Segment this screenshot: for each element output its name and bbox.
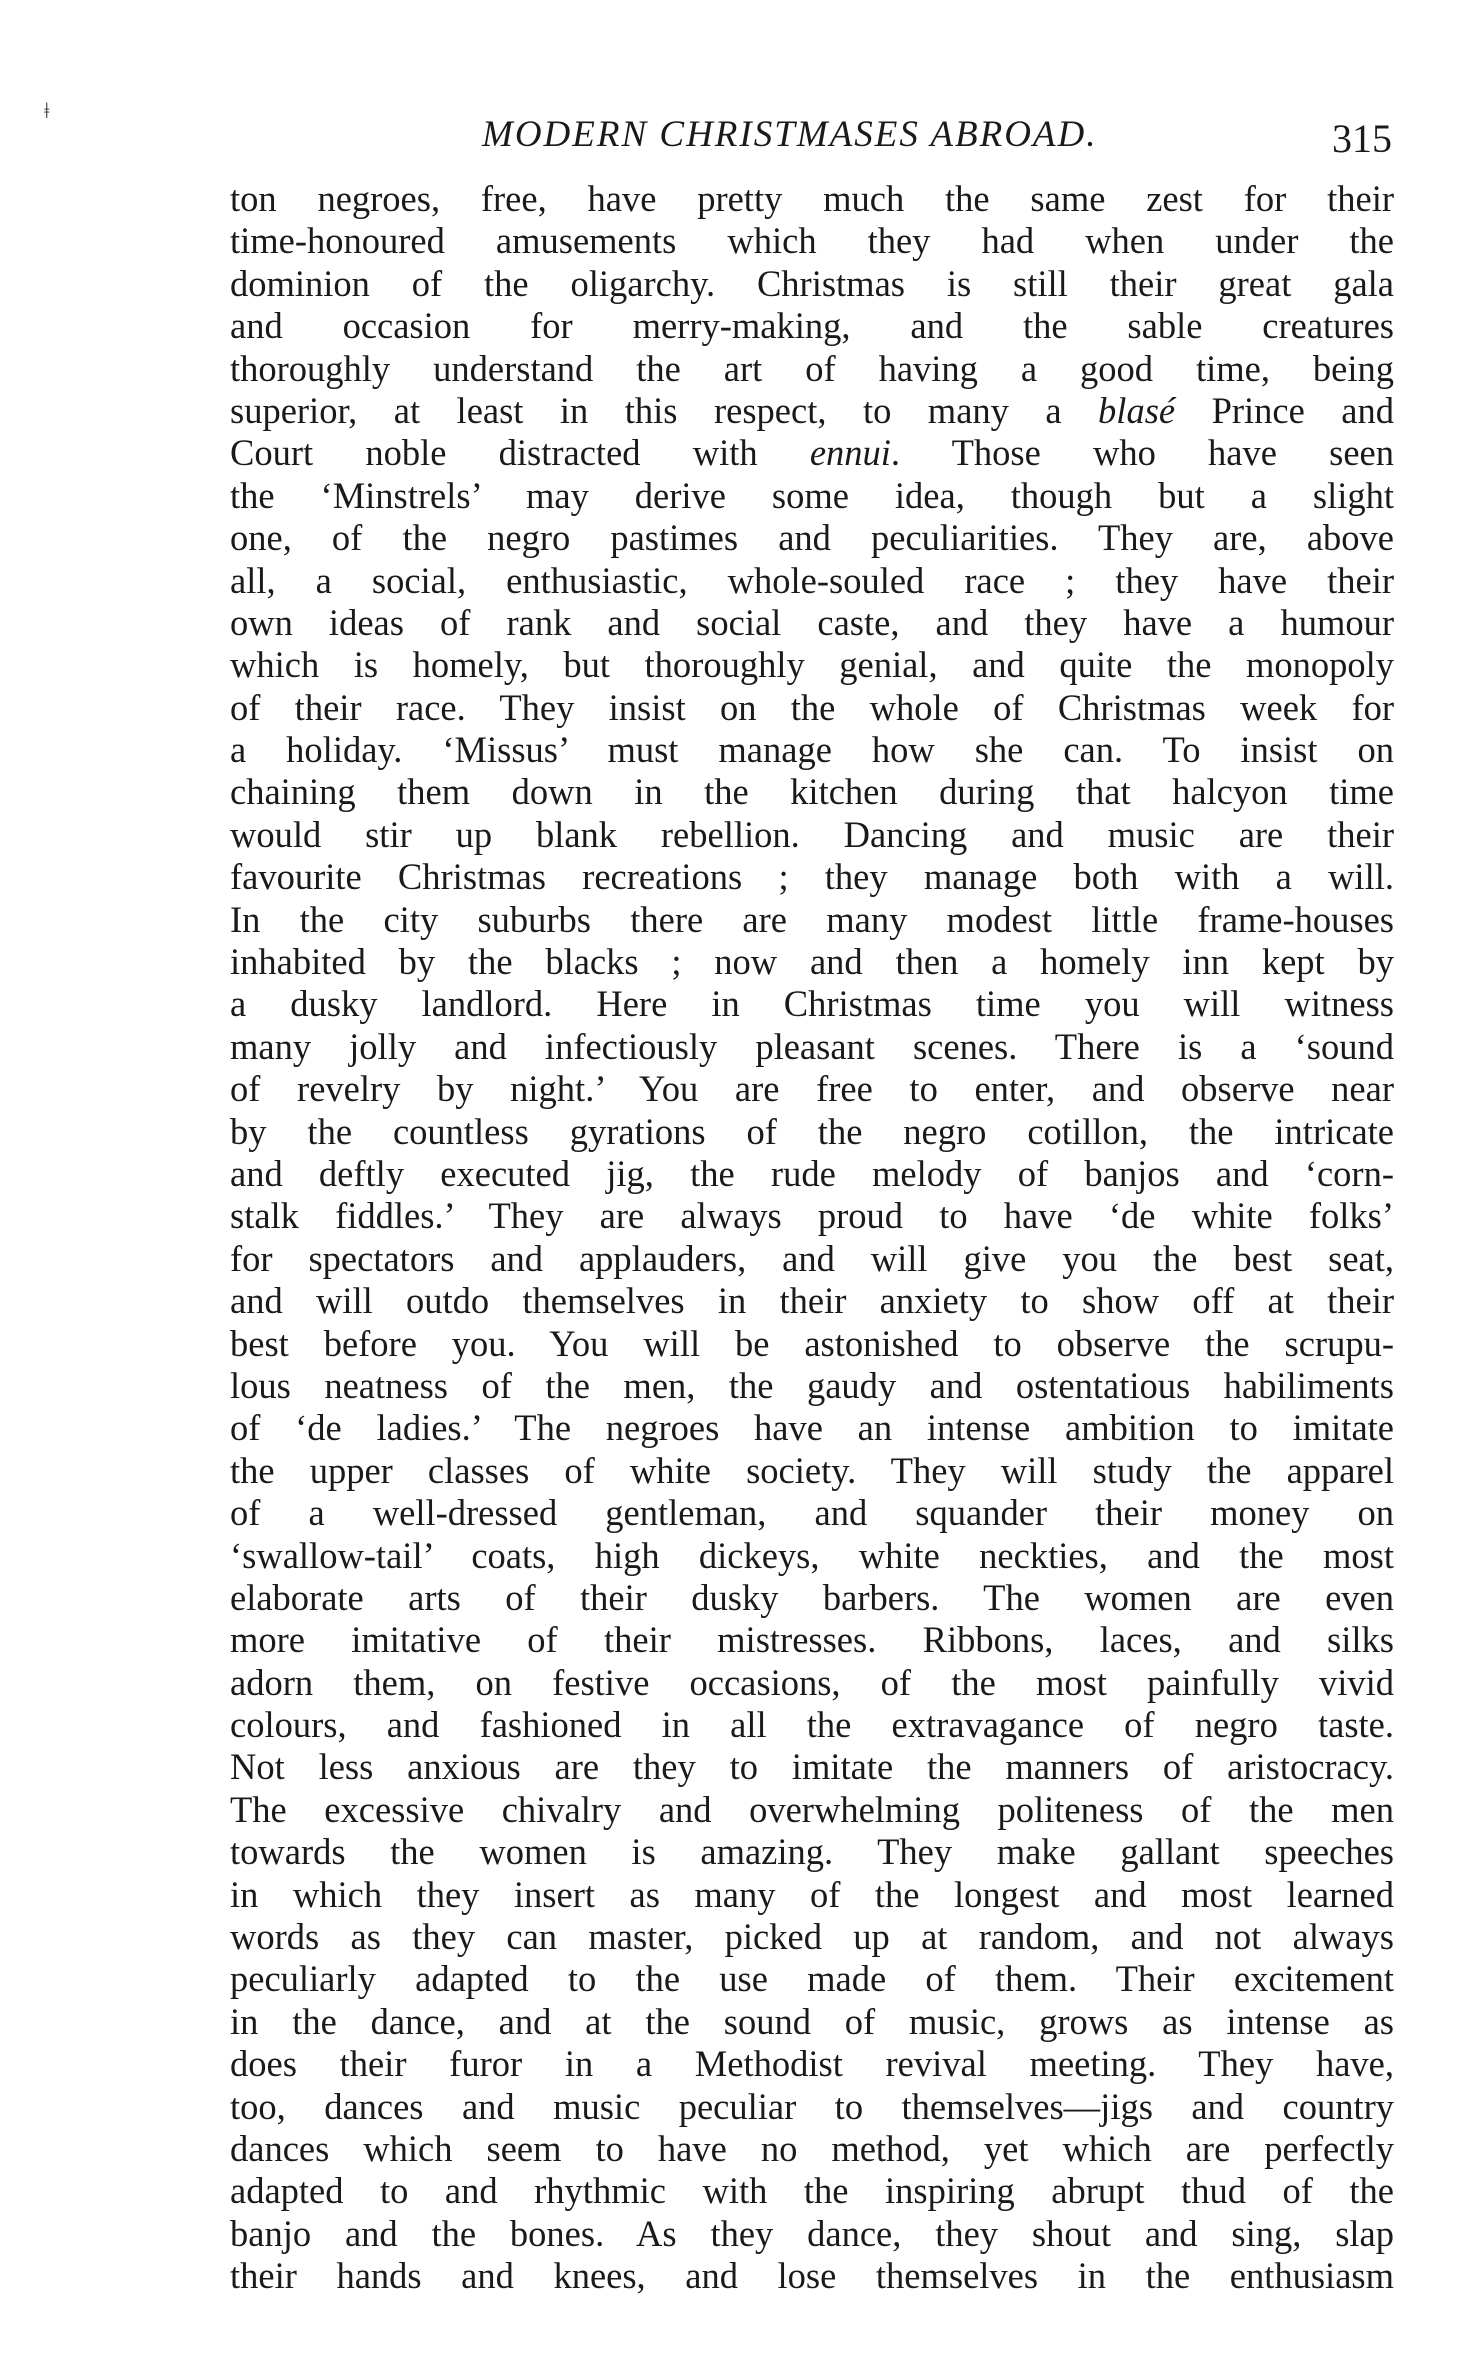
- text-line: the ‘Minstrels’ may derive some idea, though but a slight: [230, 474, 1394, 516]
- text-line: chaining them down in the kitchen during that halcyon time: [230, 771, 1394, 813]
- text-line: one, of the negro pastimes and peculiarities. They are, above: [230, 517, 1394, 559]
- text-line: all, a social, enthusiastic, whole-souled race ; they have their: [230, 559, 1394, 601]
- running-title: MODERN CHRISTMASES ABROAD.: [482, 114, 1098, 155]
- text-line: dances which seem to have no method, yet which are perfectly: [230, 2127, 1394, 2169]
- text-line: of their race. They insist on the whole of Christmas week for: [230, 686, 1394, 728]
- text-line: of ‘de ladies.’ The negroes have an intense ambition to imitate: [230, 1407, 1394, 1449]
- running-header: [232, 105, 1392, 165]
- text-line: banjo and the bones. As they dance, they shout and sing, slap: [230, 2212, 1394, 2254]
- text-line: dominion of the oligarchy. Christmas is still their great gala: [230, 262, 1394, 304]
- text-line: favourite Christmas recreations ; they manage both with a will.: [230, 856, 1394, 898]
- text-line: a holiday. ‘Missus’ must manage how she can. To insist on: [230, 729, 1394, 771]
- text-line: and will outdo themselves in their anxiety to show off at their: [230, 1280, 1394, 1322]
- text-line: words as they can master, picked up at random, and not always: [230, 1916, 1394, 1958]
- text-line: a dusky landlord. Here in Christmas time you will witness: [230, 983, 1394, 1025]
- text-line: the upper classes of white society. They will study the apparel: [230, 1449, 1394, 1491]
- text-line: best before you. You will be astonished to observe the scrupu-: [230, 1322, 1394, 1364]
- text-line: thoroughly understand the art of having a good time, being: [230, 347, 1394, 389]
- text-line: Court noble distracted with ennui. Those who have seen: [230, 432, 1394, 474]
- text-line: inhabited by the blacks ; now and then a homely inn kept by: [230, 941, 1394, 983]
- text-line: The excessive chivalry and overwhelming politeness of the men: [230, 1788, 1394, 1830]
- text-line: ton negroes, free, have pretty much the same zest for their: [230, 178, 1394, 219]
- text-line: adorn them, on festive occasions, of the most painfully vivid: [230, 1661, 1394, 1703]
- text-line: by the countless gyrations of the negro cotillon, the intricate: [230, 1110, 1394, 1152]
- text-line: superior, at least in this respect, to many a blasé Prince and: [230, 389, 1394, 431]
- body-text: [230, 178, 1394, 2298]
- text-line: many jolly and infectiously pleasant scenes. There is a ‘sound: [230, 1025, 1394, 1067]
- text-line: ‘swallow-tail’ coats, high dickeys, white neckties, and the most: [230, 1534, 1394, 1576]
- text-line: and occasion for merry-making, and the sable creatures: [230, 305, 1394, 347]
- text-line: lous neatness of the men, the gaudy and ostentatious habiliments: [230, 1364, 1394, 1406]
- text-line: their hands and knees, and lose themselves in the enthusiasm: [230, 2255, 1394, 2297]
- text-line: in which they insert as many of the longest and most learned: [230, 1873, 1394, 1915]
- text-line: of revelry by night.’ You are free to enter, and observe near: [230, 1068, 1394, 1110]
- text-line: towards the women is amazing. They make gallant speeches: [230, 1831, 1394, 1873]
- text-line: more imitative of their mistresses. Ribbons, laces, and silks: [230, 1619, 1394, 1661]
- text-line: of a well-dressed gentleman, and squander their money on: [230, 1492, 1394, 1534]
- text-line: colours, and fashioned in all the extravagance of negro taste.: [230, 1704, 1394, 1746]
- page-number: 315: [1332, 116, 1392, 161]
- text-line: In the city suburbs there are many modest little frame-houses: [230, 898, 1394, 940]
- text-line: does their furor in a Methodist revival meeting. They have,: [230, 2043, 1394, 2085]
- text-line: and deftly executed jig, the rude melody of banjos and ‘corn-: [230, 1152, 1394, 1194]
- text-line: for spectators and applauders, and will give you the best seat,: [230, 1237, 1394, 1279]
- text-line: elaborate arts of their dusky barbers. The women are even: [230, 1576, 1394, 1618]
- text-line: stalk fiddles.’ They are always proud to have ‘de white folks’: [230, 1195, 1394, 1237]
- text-line: too, dances and music peculiar to themselves—jigs and country: [230, 2085, 1394, 2127]
- text-line: adapted to and rhythmic with the inspiring abrupt thud of the: [230, 2170, 1394, 2212]
- text-line: peculiarly adapted to the use made of them. Their excitement: [230, 1958, 1394, 2000]
- text-line: Not less anxious are they to imitate the manners of aristocracy.: [230, 1746, 1394, 1788]
- print-speck: ǂ: [44, 98, 50, 123]
- text-line: would stir up blank rebellion. Dancing and music are their: [230, 813, 1394, 855]
- text-line: which is homely, but thoroughly genial, and quite the monopoly: [230, 644, 1394, 686]
- text-line: in the dance, and at the sound of music, grows as intense as: [230, 2000, 1394, 2042]
- text-line: own ideas of rank and social caste, and they have a humour: [230, 601, 1394, 643]
- text-line: time-honoured amusements which they had when under the: [230, 220, 1394, 262]
